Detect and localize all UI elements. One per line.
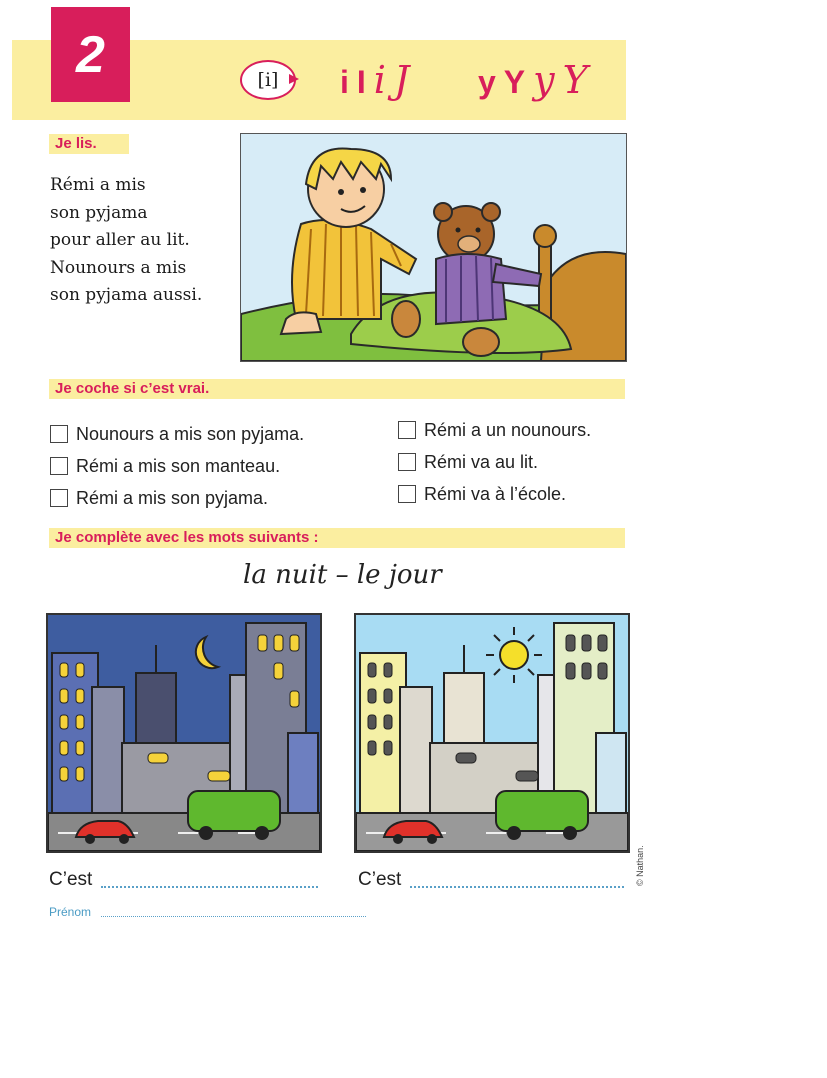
story-illustration [240, 133, 627, 362]
reading-title: Je lis. [55, 135, 97, 152]
check-item[interactable] [398, 414, 591, 446]
answer-label-day: C’est [358, 869, 402, 890]
check-item[interactable] [50, 450, 304, 482]
letter-y-print-lower: y [478, 64, 496, 100]
checkbox[interactable] [50, 425, 68, 443]
check-item-label: Nounours a mis son pyjama. [76, 423, 305, 444]
reading-line: Nounours a mis [50, 257, 187, 278]
letters-y-group [478, 58, 588, 100]
check-item-label: Rémi va à l’école. [424, 483, 567, 504]
night-scene [46, 613, 322, 853]
day-scene [354, 613, 630, 853]
complete-title: Je complète avec les mots suivants : [55, 529, 319, 546]
copyright-note: © Nathan. [635, 845, 645, 886]
reading-text [50, 172, 202, 310]
checklist-title: Je coche si c’est vrai. [55, 380, 210, 397]
reading-line: Rémi a mis [50, 175, 146, 195]
reading-line: pour aller au lit. [50, 230, 190, 250]
check-item[interactable] [398, 446, 591, 478]
reading-line: son pyjama aussi. [50, 285, 203, 305]
answer-label-night: C’est [49, 869, 93, 890]
letter-i-script-lower: i [373, 58, 386, 102]
letter-y-script-upper: Y [562, 58, 588, 102]
check-item[interactable] [50, 482, 304, 514]
letter-y-print-upper: Y [503, 64, 526, 100]
letter-i-print-lower: i [340, 64, 349, 100]
prenom-label: Prénom [49, 905, 92, 919]
lesson-number-badge: 2 [51, 7, 130, 102]
letter-y-script-lower: y [533, 58, 555, 102]
boy-teddy-bed-drawing [241, 134, 626, 361]
check-item-label: Rémi a mis son manteau. [76, 455, 281, 476]
reading-line: son pyjama [50, 202, 148, 223]
letters-i-group [340, 58, 409, 100]
letter-i-script-upper: J [393, 58, 410, 102]
checkbox[interactable] [50, 489, 68, 507]
answer-line-night[interactable] [101, 886, 318, 888]
check-item[interactable] [398, 478, 591, 510]
checkbox[interactable] [398, 453, 416, 471]
night-city-drawing [48, 615, 320, 851]
checkbox[interactable] [50, 457, 68, 475]
prenom-line[interactable] [101, 916, 366, 917]
checklist-right-column [398, 414, 591, 510]
answer-line-day[interactable] [410, 886, 624, 888]
checklist-title-bar [49, 379, 625, 399]
check-item-label: Rémi a un nounours. [424, 419, 592, 440]
checkbox[interactable] [398, 485, 416, 503]
word-bank: la nuit – le jour [243, 560, 442, 590]
reading-title-bar [49, 134, 129, 154]
letter-i-print-upper: I [356, 64, 366, 100]
day-city-drawing [356, 615, 628, 851]
checkbox[interactable] [398, 421, 416, 439]
phoneme-bubble: [i] [240, 60, 296, 100]
complete-title-bar [49, 528, 625, 548]
check-item-label: Rémi va au lit. [424, 451, 539, 472]
phoneme-bubble-tail [289, 74, 299, 84]
check-item[interactable] [50, 418, 304, 450]
checklist-left-column [50, 418, 304, 514]
check-item-label: Rémi a mis son pyjama. [76, 487, 269, 508]
